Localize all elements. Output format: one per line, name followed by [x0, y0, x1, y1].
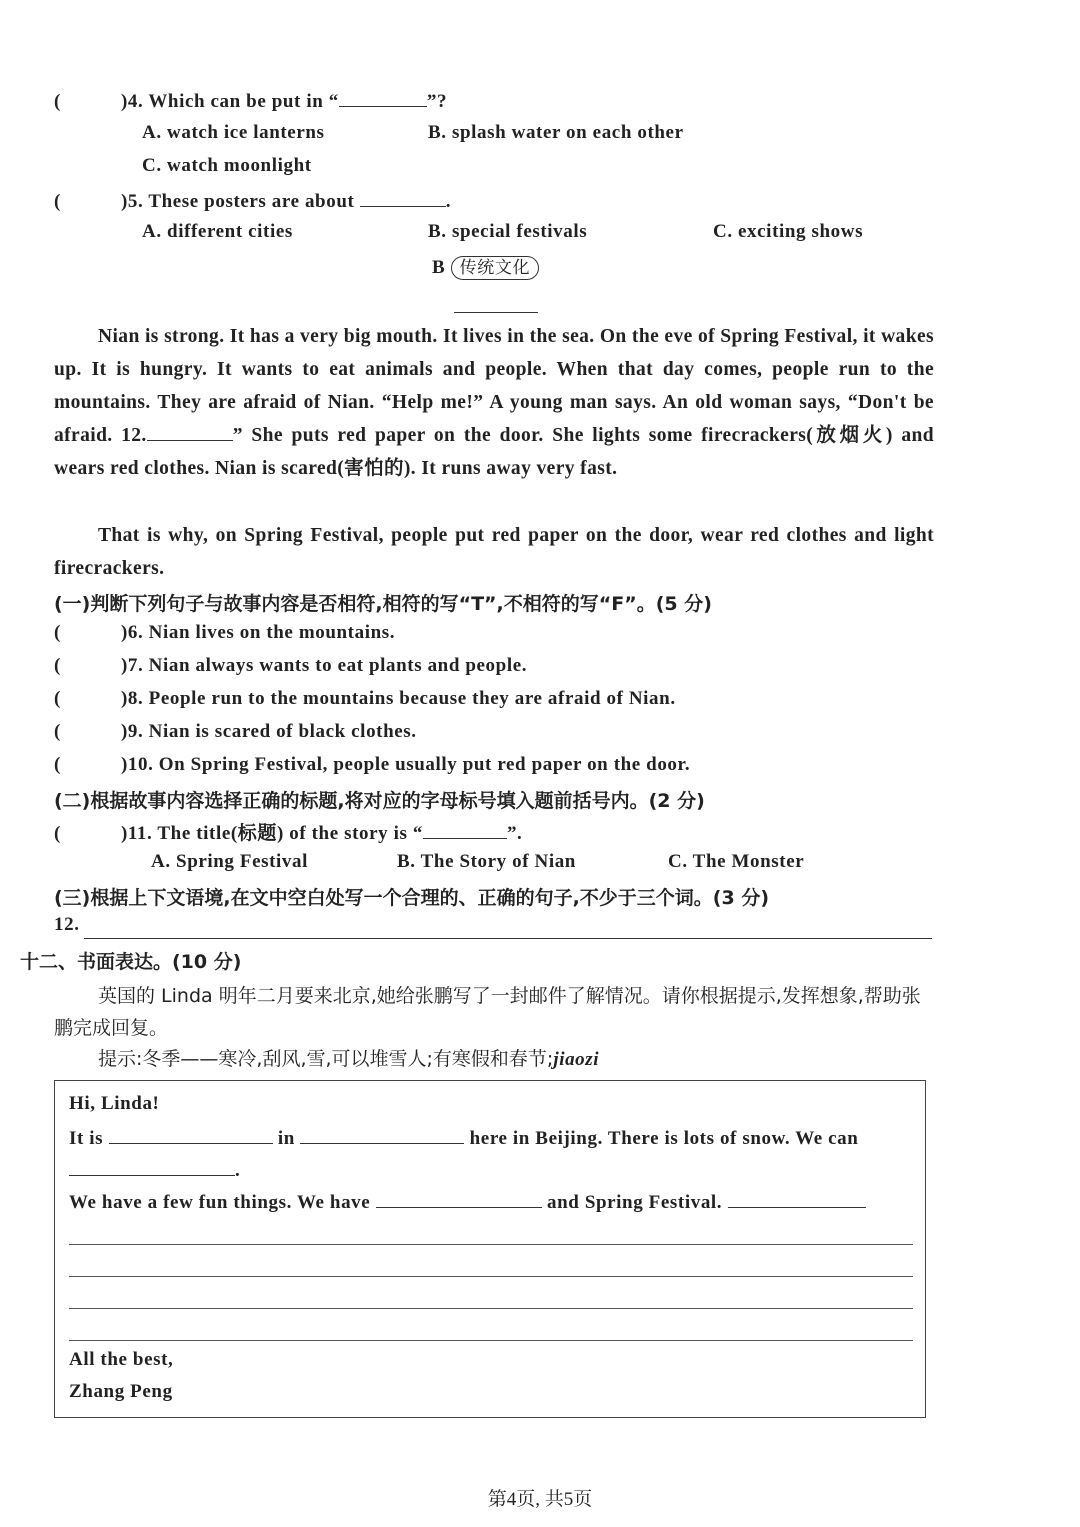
- judge-item: ( )7. Nian always wants to eat plants and people.: [54, 655, 528, 676]
- section-b-header: [432, 256, 539, 280]
- item-text: 6. Nian lives on the mountains.: [127, 622, 396, 643]
- part1-instruction: (一)判断下列句子与故事内容是否相符,相符的写“T”,不相符的写“F”。(5 分): [54, 593, 712, 615]
- passage-paragraph-1: [54, 320, 934, 485]
- letter-text: We have a few fun things. We have: [69, 1192, 371, 1213]
- answer-paren-close: ): [120, 191, 128, 212]
- question-text: 11. The title(标题) of the story is “: [127, 823, 423, 844]
- letter-box: [54, 1080, 926, 1418]
- section-letter: B: [432, 257, 446, 278]
- letter-line-3: [69, 1189, 866, 1214]
- judge-item: ( )8. People run to the mountains because they are afraid of Nian.: [54, 688, 676, 709]
- q11-option-a: A. Spring Festival: [151, 851, 309, 872]
- q5-blank[interactable]: [360, 188, 446, 207]
- activity-blank[interactable]: [69, 1157, 235, 1176]
- answer-paren-open: (: [54, 191, 61, 212]
- q4-blank[interactable]: [339, 88, 427, 107]
- passage-blank-12[interactable]: [147, 422, 233, 441]
- passage-text: Nian is strong. It has a very big mouth. It lives in the sea. On the eve of Spring Festival, it wakes up. It is hungry. It wants to eat animals and people. When that day comes, people run to the mountains. They are afraid of Nian. “Help me!” A young man says. An old woman says, “Don't be afraid. 12.: [54, 326, 934, 446]
- answer-paren-close: ): [120, 91, 128, 112]
- part2-instruction: (二)根据故事内容选择正确的标题,将对应的字母标号填入题前括号内。(2 分): [54, 790, 705, 812]
- writing-line[interactable]: [69, 1340, 913, 1341]
- letter-text: .: [235, 1160, 241, 1181]
- answer-paren-open: (: [54, 91, 61, 112]
- writing-line[interactable]: [69, 1308, 913, 1309]
- writing-intro: 英国的 Linda 明年二月要来北京,她给张鹏写了一封邮件了解情况。请你根据提示,发挥想象,帮助张鹏完成回复。: [54, 985, 921, 1039]
- q12-label: 12.: [54, 914, 80, 935]
- page-number: 第4页, 共5页: [487, 1489, 593, 1510]
- letter-line-2: [69, 1157, 240, 1182]
- question-text: 5. These posters are about: [127, 191, 355, 212]
- passage-paragraph-2: That is why, on Spring Festival, people put red paper on the door, wear red clothes and light firecrackers.: [54, 525, 934, 579]
- judge-item: ( )10. On Spring Festival, people usually put red paper on the door.: [54, 754, 691, 775]
- passage-text: ” She puts red paper on the door. She lights some firecrackers(放烟火) and wears red clothes. Nian is scared(害怕的). It runs away very fast.: [54, 425, 935, 479]
- q12-answer-line[interactable]: [84, 938, 932, 939]
- hint-text: 提示:冬季——寒冷,刮风,雪,可以堆雪人;有寒假和春节;: [98, 1048, 554, 1070]
- letter-greeting: Hi, Linda!: [69, 1093, 160, 1114]
- season-blank[interactable]: [109, 1125, 273, 1144]
- q4-option-a: A. watch ice lanterns: [142, 122, 325, 143]
- q4-stem: [54, 88, 447, 113]
- q5-stem: [54, 188, 451, 213]
- item-text: 8. People run to the mountains because they are afraid of Nian.: [127, 688, 676, 709]
- writing-heading: 十二、书面表达。(10 分): [20, 951, 242, 973]
- q11-option-c: C. The Monster: [668, 851, 805, 872]
- letter-text: here in Beijing. There is lots of snow. We can: [469, 1128, 859, 1149]
- part3-instruction: (三)根据上下文语境,在文中空白处写一个合理的、正确的句子,不少于三个词。(3 分): [54, 887, 770, 909]
- weather-blank[interactable]: [300, 1125, 464, 1144]
- section-tag: 传统文化: [451, 256, 539, 280]
- letter-line-1: [69, 1125, 858, 1150]
- letter-closing: All the best,: [69, 1349, 174, 1370]
- writing-hint: [98, 1044, 599, 1071]
- item-text: 7. Nian always wants to eat plants and people.: [127, 655, 528, 676]
- writing-blank[interactable]: [728, 1189, 866, 1208]
- q11-option-b: B. The Story of Nian: [397, 851, 576, 872]
- question-text-end: ”.: [506, 823, 523, 844]
- q5-option-a: A. different cities: [142, 221, 293, 242]
- question-text-end: ”?: [426, 91, 448, 112]
- judge-item: ( )9. Nian is scared of black clothes.: [54, 721, 417, 742]
- letter-text: It is: [69, 1128, 104, 1149]
- question-text-end: .: [445, 191, 452, 212]
- q5-option-c: C. exciting shows: [713, 221, 864, 242]
- q11-blank[interactable]: [423, 820, 507, 839]
- q4-option-c: C. watch moonlight: [142, 155, 312, 176]
- writing-line[interactable]: [69, 1276, 913, 1277]
- q11-stem: ( )11. The title(标题) of the story is “ ”.: [54, 818, 522, 845]
- letter-text: in: [277, 1128, 295, 1149]
- holiday-blank[interactable]: [376, 1189, 542, 1208]
- judge-item: ( )6. Nian lives on the mountains.: [54, 622, 396, 643]
- item-text: 9. Nian is scared of black clothes.: [127, 721, 417, 742]
- question-text: 4. Which can be put in “: [127, 91, 339, 112]
- q4-option-b: B. splash water on each other: [428, 122, 684, 143]
- item-text: 10. On Spring Festival, people usually put red paper on the door.: [127, 754, 691, 775]
- hint-word: jiaozi: [553, 1049, 600, 1070]
- divider: [454, 312, 538, 313]
- q5-option-b: B. special festivals: [428, 221, 588, 242]
- writing-line[interactable]: [69, 1244, 913, 1245]
- letter-signature: Zhang Peng: [69, 1381, 173, 1402]
- letter-text: and Spring Festival.: [547, 1192, 723, 1213]
